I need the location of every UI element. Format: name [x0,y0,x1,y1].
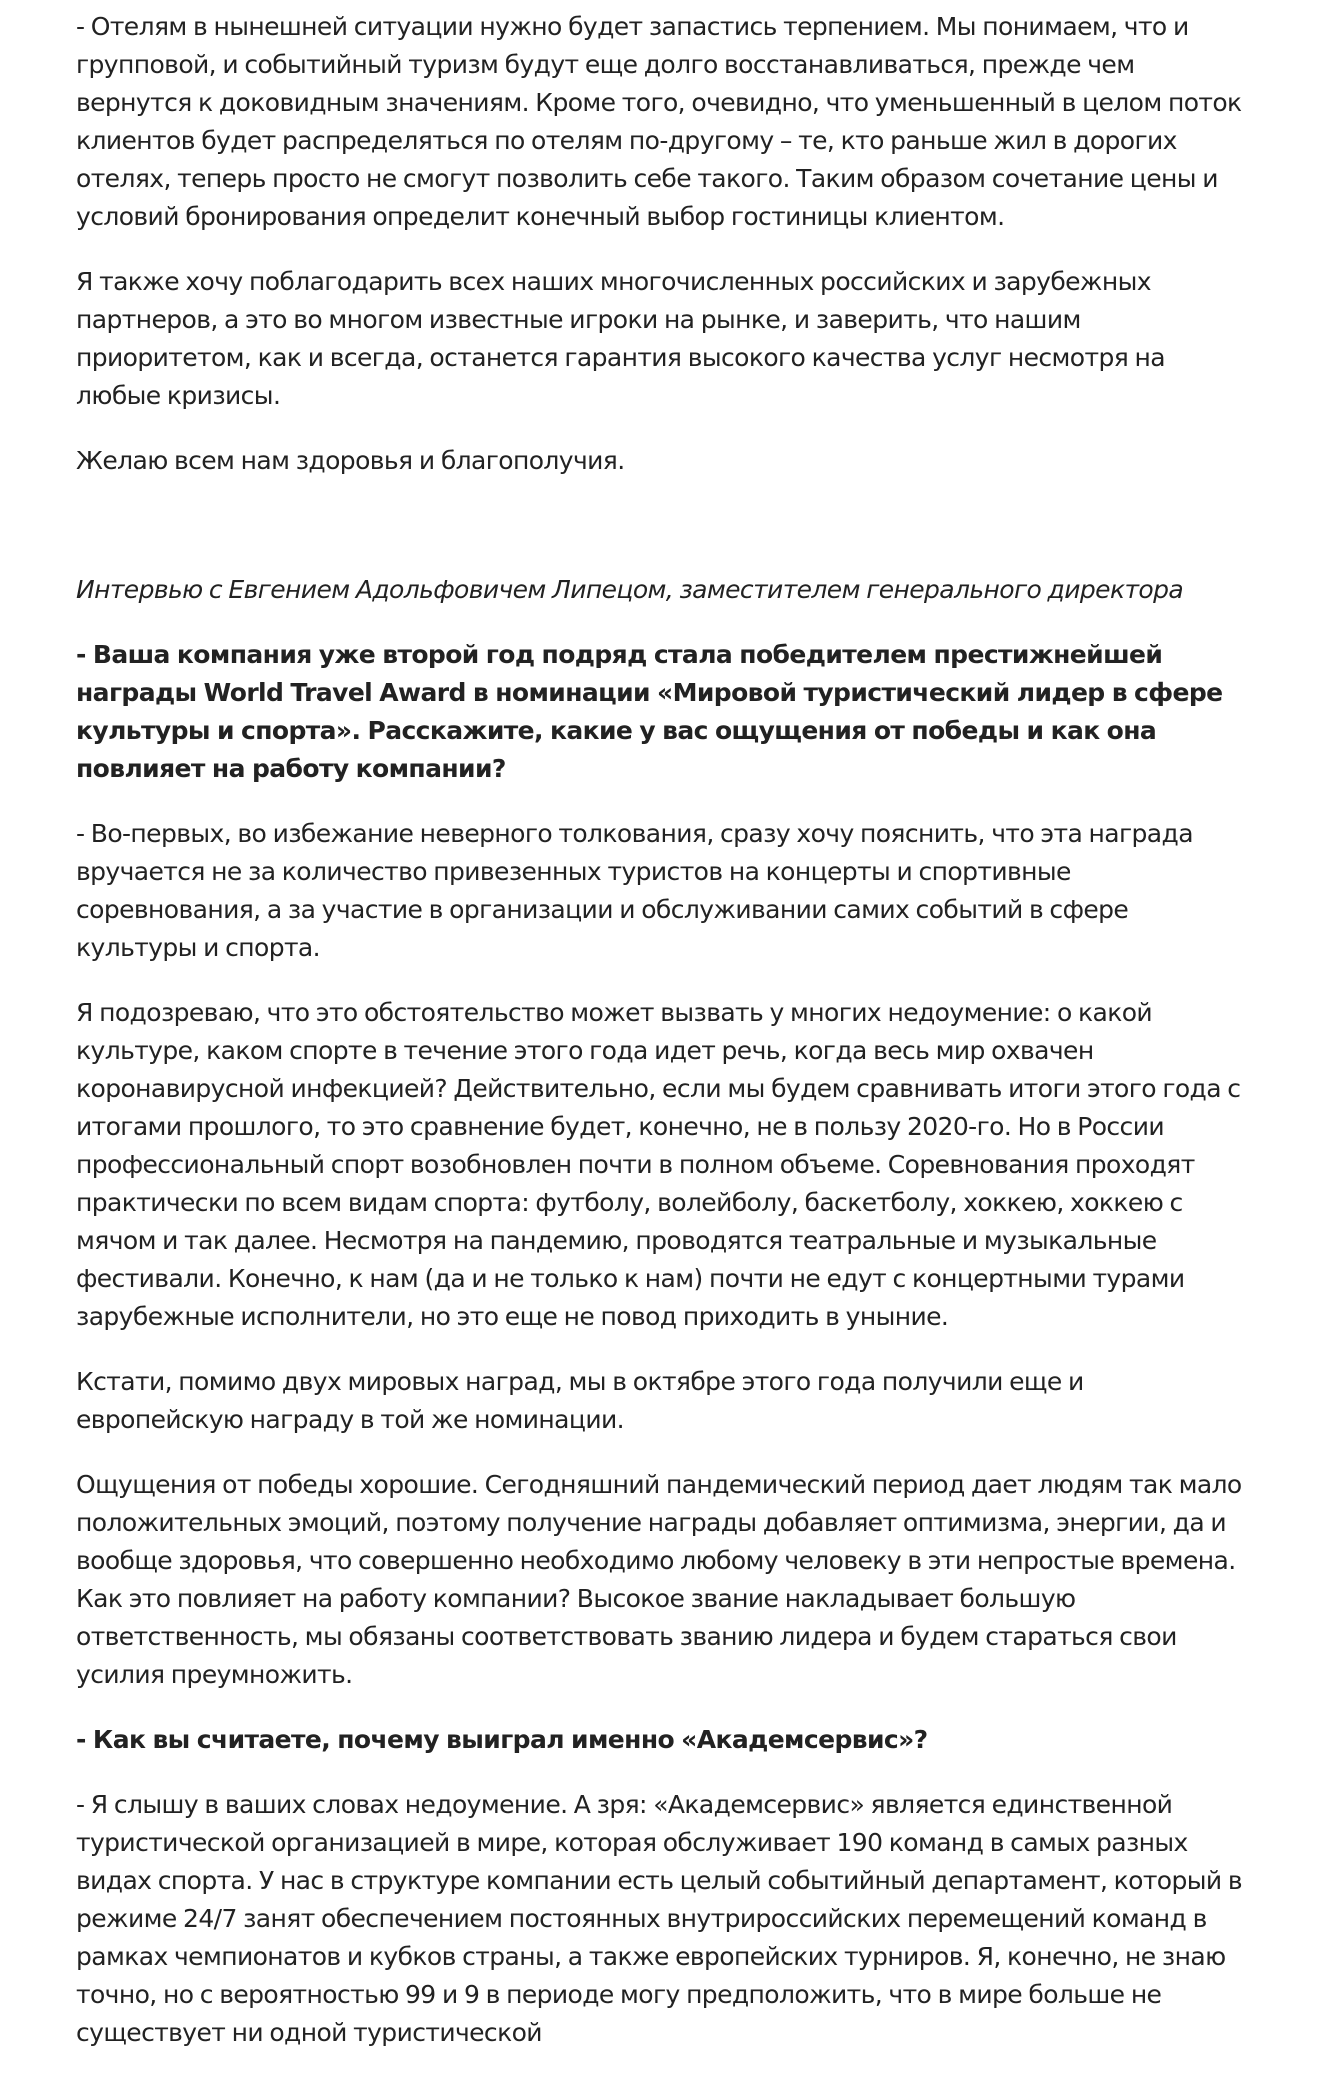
paragraph-victory-feelings: Ощущения от победы хорошие. Сегодняшний пандемический период дает людям так мало положительных эмоций, поэтому получение награды добавляет оптимизма, энергии, да и вообще здоровья, что совершенно необходимо любому человеку в эти непростые времена. Как это повлияет на работу компании? Высокое звание накладывает большую ответственность, мы обязаны соответствовать званию лидера и будем стараться свои усилия преумножить. [76,1470,1242,1689]
article-body [76,8,1246,2079]
answer-paragraph-why-academservice: - Я слышу в ваших словах недоумение. А зря: «Академсервис» является единственной туристической организацией в мире, которая обслуживает 190 команд в самых разных видах спорта. У нас в структуре компании есть целый событийный департамент, который в режиме 24/7 занят обеспечением постоянных внутрироссийских перемещений команд в рамках чемпионатов и кубков страны, а также европейских турниров. Я, конечно, не знаю точно, но с вероятностью 99 и 9 в периоде могу предположить, что в мире больше не существует ни одной туристической [76,1790,1243,2047]
answer-paragraph-hotels: - Отелям в нынешней ситуации нужно будет запастись терпением. Мы понимаем, что и групповой, и событийный туризм будут еще долго восстанавливаться, прежде чем вернутся к доковидным значениям. Кроме того, очевидно, что уменьшенный в целом поток клиентов будет распределяться по отелям по-другому – те, кто раньше жил в дорогих отелях, теперь просто не смогут позволить себе такого. Таким образом сочетание цены и условий бронирования определит конечный выбор гостиницы клиентом. [76,12,1242,231]
paragraph-wishes: Желаю всем нам здоровья и благополучия. [76,446,625,475]
paragraph-european-award: Кстати, помимо двух мировых наград, мы в октябре этого года получили еще и европейскую награду в той же номинации. [76,1367,1084,1434]
question-why-academservice: - Как вы считаете, почему выиграл именно «Академсервис»? [76,1725,928,1754]
question-award: - Ваша компания уже второй год подряд стала победителем престижнейшей награды World Travel Award в номинации «Мировой туристический лидер в сфере культуры и спорта». Расскажите, какие у вас ощущения от победы и как она повлияет на работу компании? [76,640,1223,783]
paragraph-thanks-partners: Я также хочу поблагодарить всех наших многочисленных российских и зарубежных партнеров, а это во многом известные игроки на рынке, и заверить, что нашим приоритетом, как и всегда, останется гарантия высокого качества услуг несмотря на любые кризисы. [76,267,1165,410]
interview-intro: Интервью с Евгением Адольфовичем Липецом, заместителем генерального директора [76,575,1184,604]
answer-paragraph-award-meaning: - Во-первых, во избежание неверного толкования, сразу хочу пояснить, что эта награда вручается не за количество привезенных туристов на концерты и спортивные соревнования, а за участие в организации и обслуживании самих событий в сфере культуры и спорта. [76,819,1193,962]
paragraph-culture-sport-situation: Я подозреваю, что это обстоятельство может вызвать у многих недоумение: о какой культуре, каком спорте в течение этого года идет речь, когда весь мир охвачен коронавирусной инфекцией? Действительно, если мы будем сравнивать итоги этого года с итогами прошлого, то это сравнение будет, конечно, не в пользу 2020-го. Но в России профессиональный спорт возобновлен почти в полном объеме. Соревнования проходят практически по всем видам спорта: футболу, волейболу, баскетболу, хоккею, хоккею с мячом и так далее. Несмотря на пандемию, проводятся театральные и музыкальные фестивали. Конечно, к нам (да и не только к нам) почти не едут с концертными турами зарубежные исполнители, но это еще не повод приходить в уныние. [76,998,1241,1331]
